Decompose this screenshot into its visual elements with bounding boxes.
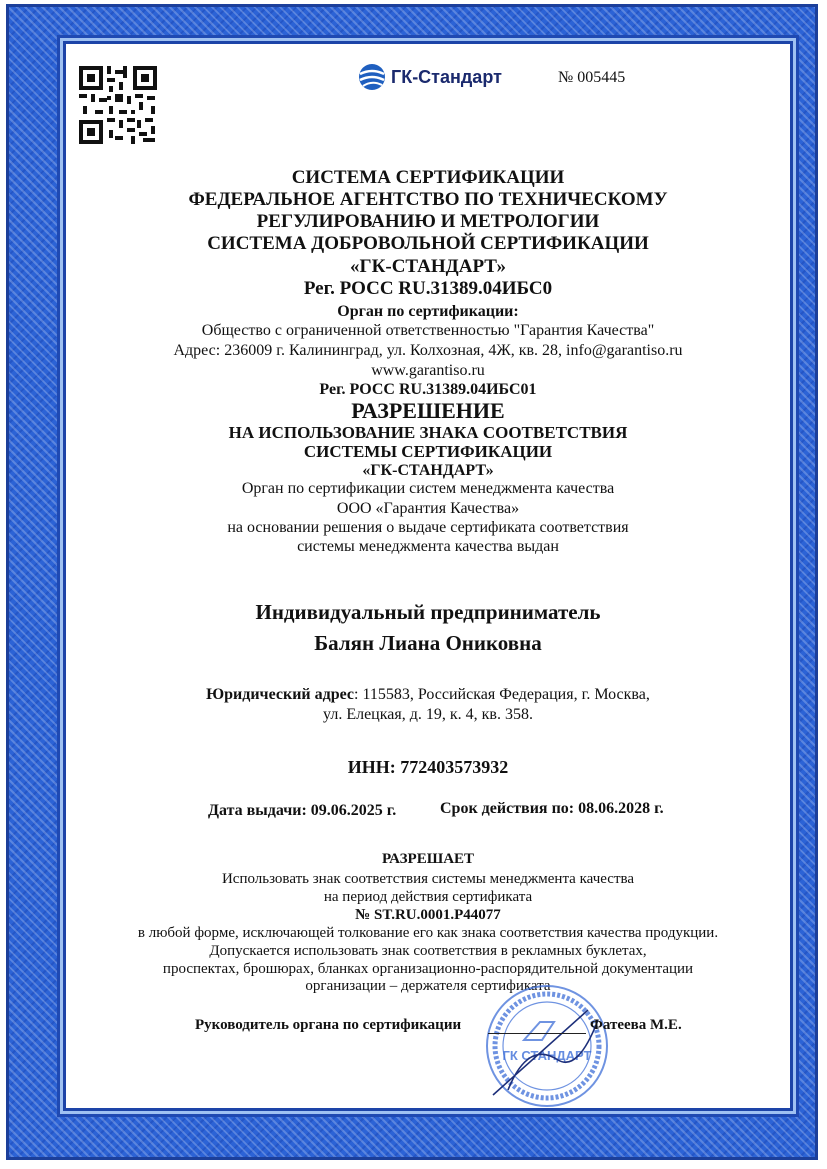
organ-name: Общество с ограниченной ответственностью "Гарантия Качества" xyxy=(201,322,655,339)
holder-type: Индивидуальный предприниматель xyxy=(255,600,601,624)
allows-line-2: на период действия сертификата xyxy=(323,889,533,905)
organ-heading: Орган по сертификации: xyxy=(337,303,519,320)
organ-registration: Рег. РОСС RU.31389.04ИБС01 xyxy=(319,381,537,398)
signatory-name: Фатеева М.Е. xyxy=(590,1017,682,1033)
signature-mark xyxy=(488,1000,608,1100)
allows-line-1: Использовать знак соответствия системы менеджмента качества xyxy=(221,871,635,887)
permit-text-4: системы менеджмента качества выдан xyxy=(297,538,559,555)
permit-text-3: на основании решения о выдаче сертификата соответствия xyxy=(227,519,629,536)
stamp-text: ГК СТАНДАРТ xyxy=(502,1048,592,1063)
qr-code xyxy=(79,66,157,144)
permit-text-2: ООО «Гарантия Качества» xyxy=(336,500,520,517)
holder-address-line-2: ул. Елецкая, д. 19, к. 4, кв. 358. xyxy=(323,706,533,723)
allows-cert-number: № ST.RU.0001.P44077 xyxy=(355,907,501,923)
certificate-number: № 005445 xyxy=(558,69,626,86)
address-label: Юридический адрес xyxy=(206,686,355,703)
address-value: : 115583, Российская Федерация, г. Москва, xyxy=(354,686,650,703)
allows-line-3: в любой форме, исключающей толкование его как знака соответствия качества продукции. xyxy=(137,925,719,941)
permit-subtitle-2: СИСТЕМЫ СЕРТИФИКАЦИИ xyxy=(303,442,553,461)
title-line-4: СИСТЕМА ДОБРОВОЛЬНОЙ СЕРТИФИКАЦИИ xyxy=(207,233,649,254)
logo-text: ГК-Стандарт xyxy=(391,66,502,87)
permit-title: РАЗРЕШЕНИЕ xyxy=(351,398,505,423)
title-line-5: «ГК-СТАНДАРТ» xyxy=(350,256,506,277)
holder-address-line-1 xyxy=(66,686,790,704)
permit-subtitle-1: НА ИСПОЛЬЗОВАНИЕ ЗНАКА СООТВЕТСТВИЯ xyxy=(228,423,628,442)
title-line-2: ФЕДЕРАЛЬНОЕ АГЕНТСТВО ПО ТЕХНИЧЕСКОМУ xyxy=(188,189,668,210)
valid-until: Срок действия по: 08.06.2028 г. xyxy=(440,800,664,817)
holder-inn: ИНН: 772403573932 xyxy=(347,757,509,777)
signatory-label: Руководитель органа по сертификации xyxy=(195,1017,462,1033)
brand-logo xyxy=(357,62,502,92)
holder-name: Балян Лиана Ониковна xyxy=(314,631,542,655)
organ-website: www.garantiso.ru xyxy=(371,362,485,379)
title-line-3: РЕГУЛИРОВАНИЮ И МЕТРОЛОГИИ xyxy=(256,211,600,232)
signature-line xyxy=(488,1033,586,1034)
allows-line-5: проспектах, брошюрах, бланках организационно-распорядительной документации xyxy=(162,961,694,977)
permit-subtitle-3: «ГК-СТАНДАРТ» xyxy=(362,462,494,479)
system-registration: Рег. РОСС RU.31389.04ИБС0 xyxy=(303,278,553,299)
allows-line-4: Допускается использовать знак соответствия в рекламных буклетах, xyxy=(209,943,647,959)
allows-title: РАЗРЕШАЕТ xyxy=(381,851,475,867)
title-line-1: СИСТЕМА СЕРТИФИКАЦИИ xyxy=(291,167,565,188)
permit-text-1: Орган по сертификации систем менеджмента качества xyxy=(241,480,615,497)
organ-address: Адрес: 236009 г. Калининград, ул. Колхозная, 4Ж, кв. 28, info@garantiso.ru xyxy=(173,342,683,359)
allows-line-6: организации – держателя сертификата xyxy=(305,978,551,994)
globe-logo-icon xyxy=(357,62,387,92)
issue-date: Дата выдачи: 09.06.2025 г. xyxy=(208,802,397,819)
